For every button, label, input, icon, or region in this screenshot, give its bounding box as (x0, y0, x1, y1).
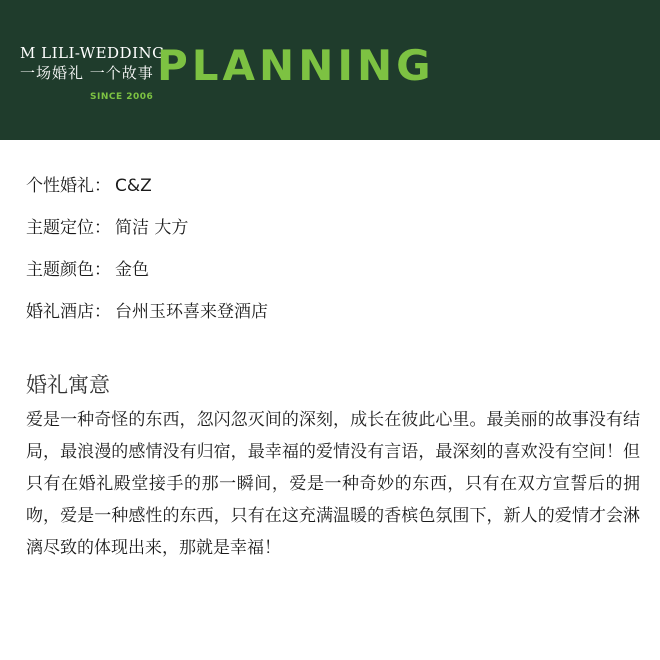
info-label: 主题定位： (26, 218, 111, 238)
info-value: 简洁 大方 (115, 218, 189, 238)
wedding-info-list (26, 176, 268, 344)
brand-name: M LILI-WEDDING (20, 44, 165, 62)
info-value: 金色 (115, 260, 149, 280)
info-label: 主题颜色： (26, 260, 111, 280)
planning-logo-text: PLANNING (157, 41, 435, 90)
info-item-color (26, 260, 268, 280)
info-value: C&Z (115, 176, 152, 196)
info-item-style (26, 176, 268, 196)
header-banner (0, 0, 660, 140)
brand-tagline: 一场婚礼 一个故事 (20, 64, 154, 82)
info-value: 台州玉环喜来登酒店 (115, 302, 268, 322)
meaning-paragraph: 爱是一种奇怪的东西，忽闪忽灭间的深刻，成长在彼此心里。最美丽的故事没有结局，最浪漫的感情没有归宿，最幸福的爱情没有言语，最深刻的喜欢没有空间！但只有在婚礼殿堂接手的那一瞬间，爱是一种奇妙的东西，只有在双方宣誓后的拥吻，爱是一种感性的东西，只有在这充满温暖的香槟色氛围下，新人的爱情才会淋漓尽致的体现出来，那就是幸福！ (26, 410, 640, 558)
info-item-theme (26, 218, 268, 238)
info-item-hotel (26, 302, 268, 322)
since-year: SINCE 2006 (90, 92, 154, 102)
section-title: 婚礼寓意 (26, 373, 110, 397)
info-label: 婚礼酒店： (26, 302, 111, 322)
info-label: 个性婚礼： (26, 176, 111, 196)
